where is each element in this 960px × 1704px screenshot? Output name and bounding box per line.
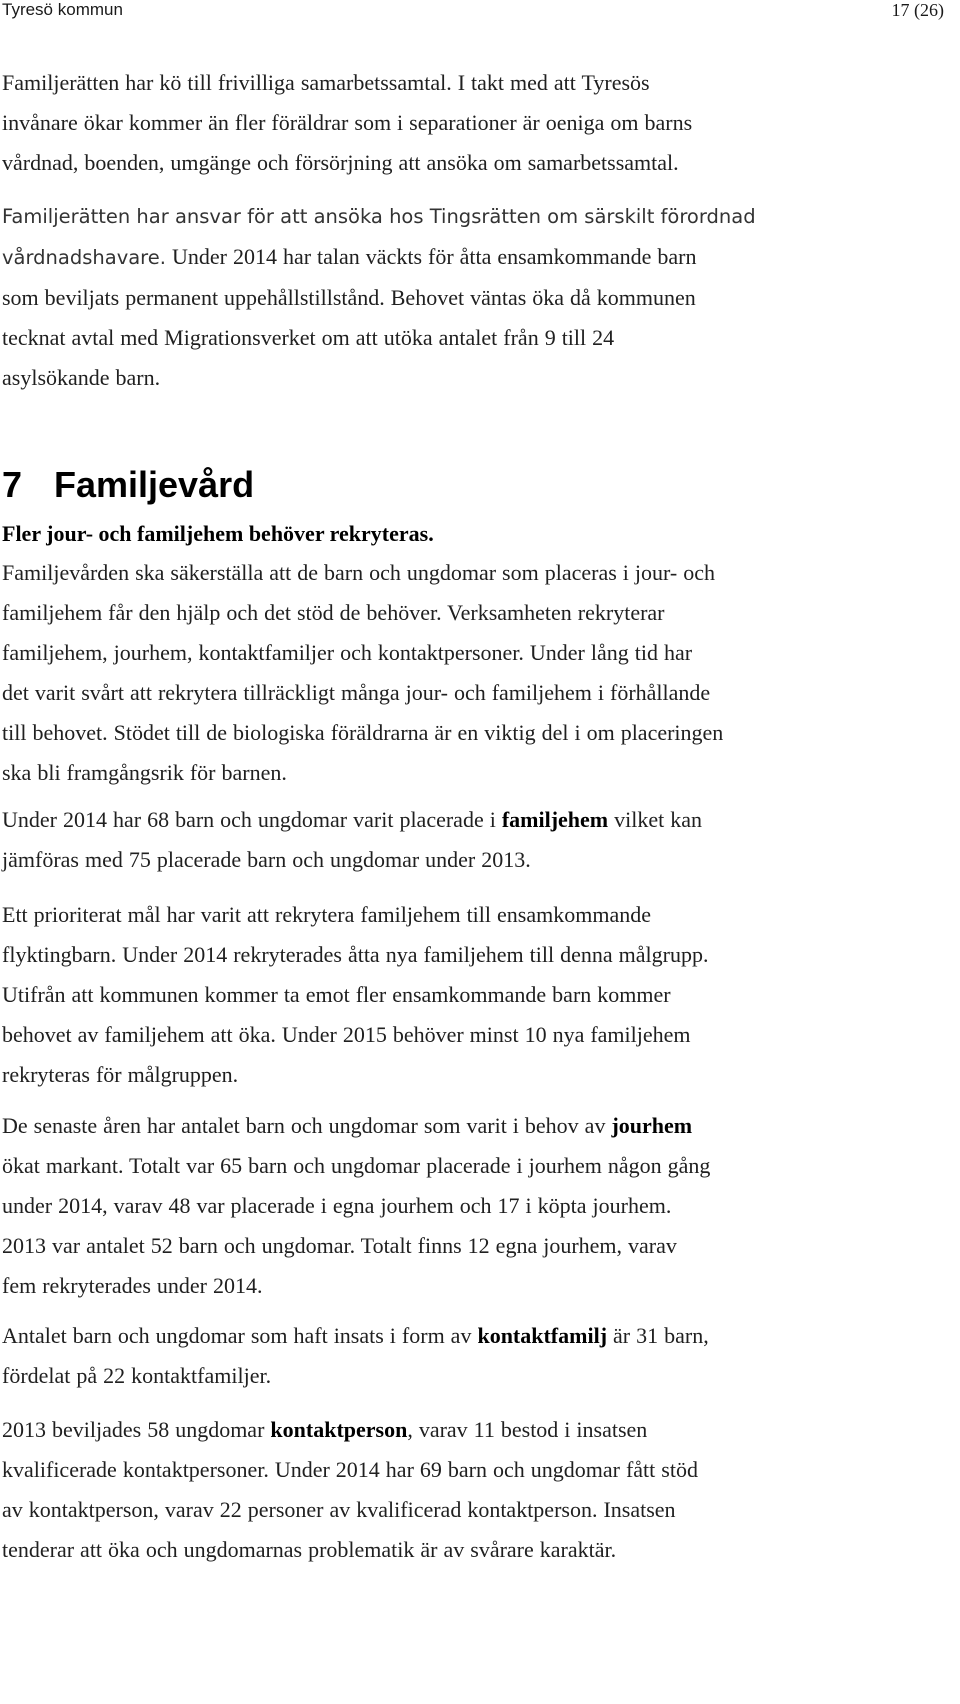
text-segment: vårdnadshavare. (2, 246, 166, 269)
paragraph-foster-home-placements (2, 800, 954, 880)
text-segment: är 31 barn, (607, 1323, 709, 1348)
text-line: Familjerätten har ansvar för att ansöka hos Tingsrätten om särskilt förordnad (2, 205, 756, 228)
paragraph-refugee-recruitment (2, 895, 954, 1095)
text-line: behovet av familjehem att öka. Under 2015 behöver minst 10 nya familjehem (2, 1022, 691, 1047)
header-org-name: Tyresö kommun (2, 0, 123, 19)
paragraph-family-care-purpose (2, 553, 954, 793)
keyword-familjehem: familjehem (501, 807, 609, 832)
text-line: Utifrån att kommunen kommer ta emot fler ensamkommande barn kommer (2, 982, 671, 1007)
page-header (0, 0, 960, 28)
text-line: jämföras med 75 placerade barn och ungdomar under 2013. (2, 847, 531, 872)
text-line: 2013 var antalet 52 barn och ungdomar. Totalt finns 12 egna jourhem, varav (2, 1233, 677, 1258)
text-line: Familjerätten har kö till frivilliga samarbetssamtal. I takt med att Tyresös (2, 70, 650, 95)
text-line: familjehem, jourhem, kontaktfamiljer och kontaktpersoner. Under lång tid har (2, 640, 693, 665)
text-line: tenderar att öka och ungdomarnas problematik är av svårare karaktär. (2, 1537, 617, 1562)
text-segment: Under 2014 har talan väckts för åtta ensamkommande barn (165, 244, 697, 269)
text-line: fördelat på 22 kontaktfamiljer. (2, 1363, 272, 1388)
text-line: det varit svårt att rekrytera tillräckligt många jour- och familjehem i förhållande (2, 680, 711, 705)
paragraph-contact-families (2, 1316, 954, 1396)
section-title: Familjevård (54, 464, 255, 505)
paragraph-emergency-homes (2, 1106, 954, 1306)
text-line: ökat markant. Totalt var 65 barn och ungdomar placerade i jourhem någon gång (2, 1153, 711, 1178)
paragraph-contact-persons (2, 1410, 954, 1570)
section-heading (2, 463, 254, 507)
section-subheading: Fler jour- och familjehem behöver rekryteras. (2, 521, 434, 546)
text-line: Familjevården ska säkerställa att de barn och ungdomar som placeras i jour- och (2, 560, 715, 585)
text-line: som beviljats permanent uppehållstillstånd. Behovet väntas öka då kommunen (2, 285, 696, 310)
text-segment: Under 2014 har 68 barn och ungdomar varit placerade i (2, 807, 502, 832)
text-segment: Antalet barn och ungdomar som haft insats i form av (2, 1323, 478, 1348)
keyword-kontaktfamilj: kontaktfamilj (477, 1323, 608, 1348)
text-segment: 2013 beviljades 58 ungdomar (2, 1417, 271, 1442)
text-line: tecknat avtal med Migrationsverket om att utöka antalet från 9 till 24 (2, 325, 615, 350)
text-line: under 2014, varav 48 var placerade i egna jourhem och 17 i köpta jourhem. (2, 1193, 672, 1218)
text-line: vårdnad, boenden, umgänge och försörjning att ansöka om samarbetssamtal. (2, 150, 679, 175)
text-line: fem rekryterades under 2014. (2, 1273, 263, 1298)
header-page-number: 17 (26) (891, 0, 944, 20)
text-segment: , varav 11 bestod i insatsen (407, 1417, 648, 1442)
text-line: kvalificerade kontaktpersoner. Under 2014 har 69 barn och ungdomar fått stöd (2, 1457, 698, 1482)
text-line: asylsökande barn. (2, 365, 161, 390)
section-number: 7 (2, 464, 23, 505)
keyword-kontaktperson: kontaktperson (270, 1417, 408, 1442)
text-line: rekryteras för målgruppen. (2, 1062, 239, 1087)
text-line: familjehem får den hjälp och det stöd de behöver. Verksamheten rekryterar (2, 600, 665, 625)
keyword-jourhem: jourhem (611, 1113, 693, 1138)
text-segment: vilket kan (608, 807, 702, 832)
text-line: invånare ökar kommer än fler föräldrar som i separationer är oeniga om barns (2, 110, 693, 135)
text-line: Ett prioriterat mål har varit att rekrytera familjehem till ensamkommande (2, 902, 651, 927)
text-line: till behovet. Stödet till de biologiska föräldrarna är en viktig del i om placeringen (2, 720, 724, 745)
paragraph-custody-applications (2, 197, 954, 398)
text-line: av kontaktperson, varav 22 personer av kvalificerad kontaktperson. Insatsen (2, 1497, 676, 1522)
text-segment: De senaste åren har antalet barn och ungdomar som varit i behov av (2, 1113, 612, 1138)
text-line: ska bli framgångsrik för barnen. (2, 760, 287, 785)
text-line: flyktingbarn. Under 2014 rekryterades åtta nya familjehem till denna målgrupp. (2, 942, 709, 967)
paragraph-family-law-queue (2, 63, 954, 183)
